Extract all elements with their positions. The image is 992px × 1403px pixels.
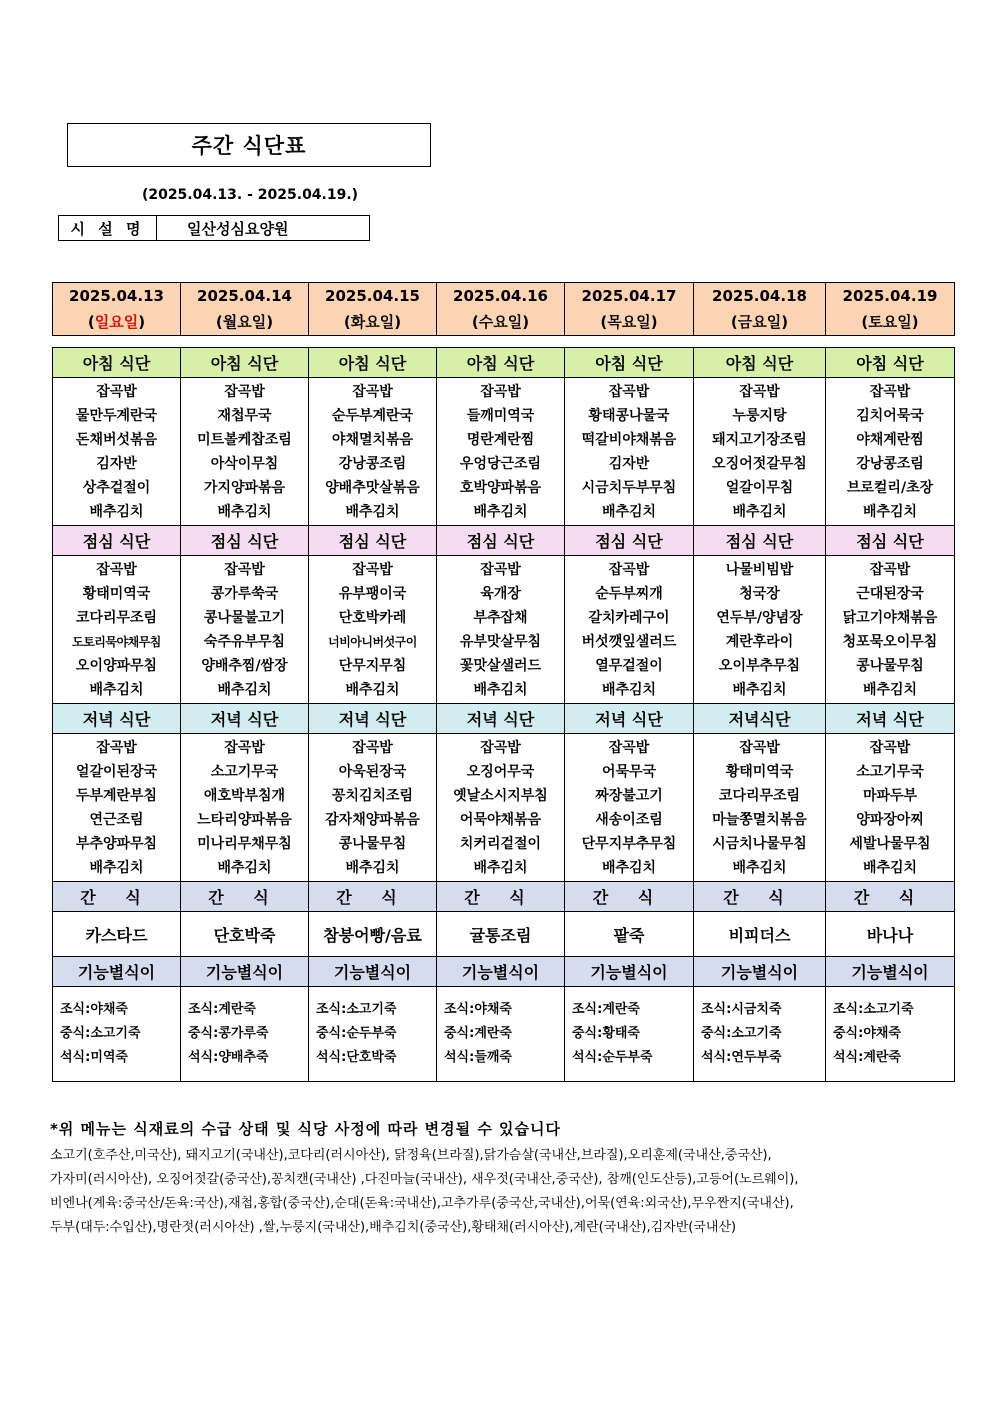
menu-item: 세발나물무침 (849, 836, 931, 852)
snack-item: 비피더스 (694, 912, 826, 957)
menu-item: 감자채양파볶음 (325, 812, 420, 828)
dinner-menu-cell (565, 734, 694, 882)
lunch-menu-cell (437, 556, 565, 704)
menu-item: 배추김치 (473, 860, 528, 876)
origin-line: 가자미(러시아산), 오징어젓갈(중국산),꽁치캔(국내산) ,다진마늘(국내산), 새우젓(국내산,중국산), 참깨(인도산등),고등어(노르웨이), (50, 1172, 799, 1187)
menu-item: 소고기무국 (210, 764, 279, 780)
breakfast-header: 아침 식단 (694, 348, 826, 378)
menu-item: 도토리묵야채무침 (72, 635, 161, 649)
menu-item: 단무지무침 (338, 658, 407, 674)
menu-item: 들깨미역국 (466, 408, 535, 424)
breakfast-menu-cell (309, 378, 437, 526)
menu-item: 숙주유부무침 (203, 634, 286, 650)
menu-item: 치커리겉절이 (459, 836, 542, 852)
menu-item: 우엉당근조림 (459, 456, 542, 472)
snack-header: 간 식 (826, 882, 955, 912)
menu-item: 청포묵오이무침 (842, 634, 938, 650)
lunch-menu-cell (826, 556, 955, 704)
menu-item: 오징어젓갈무침 (712, 456, 807, 472)
page-title: 주간 식단표 (67, 123, 431, 167)
dinner-header: 저녁 식단 (181, 704, 309, 734)
menu-item: 잡곡밥 (869, 384, 911, 400)
functional-diet-item: 중식:계란죽 (444, 1026, 512, 1041)
functional-diet-item: 중식:콩가루죽 (188, 1026, 269, 1041)
menu-item: 배추김치 (473, 682, 528, 698)
functional-diet-item: 조식:시금치죽 (701, 1002, 782, 1017)
date-range: (2025.04.13. - 2025.04.19.) (141, 187, 359, 203)
menu-item: 연근조림 (89, 812, 144, 828)
menu-item: 아욱된장국 (338, 764, 407, 780)
menu-item: 너비아니버섯구이 (328, 635, 417, 649)
day-date: 2025.04.14 (181, 283, 309, 310)
menu-item: 꽁치김치조림 (331, 788, 414, 804)
menu-item: 잡곡밥 (608, 384, 650, 400)
lunch-header: 점심 식단 (181, 526, 309, 556)
menu-item: 배추김치 (217, 504, 272, 520)
functional-diet-item: 석식:단호박죽 (316, 1050, 397, 1065)
breakfast-header: 아침 식단 (309, 348, 437, 378)
functional-diet-item: 석식:순두부죽 (572, 1050, 653, 1065)
menu-item: 배추김치 (862, 682, 918, 698)
menu-item: 배추김치 (89, 682, 144, 698)
facility-label: 시 설 명 (59, 216, 157, 240)
menu-item: 옛날소시지부침 (453, 788, 548, 804)
menu-item: 연두부/양념장 (716, 610, 803, 626)
date-header-table (52, 282, 955, 336)
menu-item: 순두부찌개 (595, 586, 663, 602)
day-date: 2025.04.19 (826, 283, 955, 310)
functional-diet-cell (826, 987, 955, 1082)
menu-item: 야채계란찜 (856, 432, 924, 448)
menu-item: 잡곡밥 (608, 562, 650, 578)
snack-item: 참붕어빵/음료 (309, 912, 437, 957)
snack-header: 간 식 (181, 882, 309, 912)
menu-item: 누룽지탕 (732, 408, 787, 424)
functional-diet-item: 석식:양배추죽 (188, 1050, 269, 1065)
functional-header: 기능별식이 (694, 957, 826, 987)
menu-item: 돈채버섯볶음 (75, 432, 158, 448)
menu-item: 느타리양파볶음 (197, 812, 292, 828)
menu-item: 코다리무조림 (718, 788, 801, 804)
day-date: 2025.04.16 (437, 283, 565, 310)
menu-item: 잡곡밥 (96, 740, 137, 756)
dinner-header: 저녁식단 (694, 704, 826, 734)
breakfast-header: 아침 식단 (181, 348, 309, 378)
menu-item: 브로컬리/초장 (846, 480, 934, 496)
menu-item: 잡곡밥 (480, 562, 521, 578)
functional-diet-item: 조식:야채죽 (60, 1002, 128, 1017)
functional-diet-item: 중식:소고기죽 (701, 1026, 782, 1041)
menu-item: 잡곡밥 (352, 740, 393, 756)
menu-item: 강낭콩조림 (338, 456, 407, 472)
functional-diet-item: 조식:계란죽 (572, 1002, 640, 1017)
lunch-menu-cell (309, 556, 437, 704)
menu-item: 소고기무국 (856, 764, 924, 780)
snack-header: 간 식 (53, 882, 181, 912)
breakfast-menu-cell (694, 378, 826, 526)
menu-item: 배추김치 (862, 504, 918, 520)
dinner-menu-cell (53, 734, 181, 882)
menu-item: 계란후라이 (725, 634, 794, 650)
functional-diet-item: 석식:연두부죽 (701, 1050, 782, 1065)
snack-item: 팥죽 (565, 912, 694, 957)
menu-item: 배추김치 (89, 860, 144, 876)
menu-item: 배추김치 (732, 860, 787, 876)
functional-diet-item: 조식:계란죽 (188, 1002, 256, 1017)
menu-item: 배추김치 (345, 504, 400, 520)
menu-item: 배추김치 (732, 504, 787, 520)
breakfast-menu-cell (437, 378, 565, 526)
menu-item: 명란계란찜 (466, 432, 535, 448)
menu-item: 강낭콩조림 (856, 456, 924, 472)
dinner-menu-cell (309, 734, 437, 882)
menu-item: 두부계란부침 (75, 788, 158, 804)
menu-item: 돼지고기장조림 (712, 432, 807, 448)
breakfast-menu-cell (53, 378, 181, 526)
menu-item: 코다리무조림 (75, 610, 158, 626)
breakfast-header: 아침 식단 (826, 348, 955, 378)
menu-item: 콩가루쑥국 (210, 586, 279, 602)
menu-item: 미나리무채무침 (197, 836, 292, 852)
breakfast-header: 아침 식단 (53, 348, 181, 378)
menu-item: 떡갈비야채볶음 (581, 432, 677, 448)
menu-item: 양배추맛살볶음 (325, 480, 420, 496)
menu-item: 잡곡밥 (480, 384, 521, 400)
menu-item: 닭고기야채볶음 (842, 610, 938, 626)
day-of-week: (목요일) (565, 309, 694, 336)
menu-item: 청국장 (739, 586, 780, 602)
lunch-menu-cell (181, 556, 309, 704)
functional-diet-item: 중식:소고기죽 (60, 1026, 141, 1041)
functional-diet-item: 석식:계란죽 (833, 1050, 901, 1065)
menu-item: 상추겉절이 (82, 480, 151, 496)
dinner-header: 저녁 식단 (309, 704, 437, 734)
day-of-week: (일요일) (53, 309, 181, 336)
notice-text: *위 메뉴는 식재료의 수급 상태 및 식당 사정에 따라 변경될 수 있습니다 (50, 1120, 562, 1138)
menu-item: 부추양파무침 (75, 836, 158, 852)
menu-item: 애호박부침개 (203, 788, 286, 804)
menu-item: 야채멸치볶음 (331, 432, 414, 448)
day-of-week: (월요일) (181, 309, 309, 336)
menu-item: 잡곡밥 (96, 384, 137, 400)
menu-item: 배추김치 (601, 860, 657, 876)
menu-item: 미트볼케찹조림 (197, 432, 292, 448)
menu-item: 오이양파무침 (75, 658, 158, 674)
functional-diet-cell (181, 987, 309, 1082)
dinner-menu-cell (437, 734, 565, 882)
breakfast-header: 아침 식단 (437, 348, 565, 378)
lunch-menu-cell (565, 556, 694, 704)
sunday-label: 일요일 (94, 313, 139, 331)
functional-diet-item: 중식:야채죽 (833, 1026, 901, 1041)
dinner-menu-cell (181, 734, 309, 882)
functional-header: 기능별식이 (826, 957, 955, 987)
functional-diet-item: 조식:소고기죽 (316, 1002, 397, 1017)
menu-item: 오이부추무침 (718, 658, 801, 674)
day-date: 2025.04.13 (53, 283, 181, 310)
functional-diet-item: 중식:순두부죽 (316, 1026, 397, 1041)
dinner-header: 저녁 식단 (826, 704, 955, 734)
snack-header: 간 식 (694, 882, 826, 912)
menu-item: 배추김치 (89, 504, 144, 520)
functional-diet-cell (309, 987, 437, 1082)
menu-item: 배추김치 (601, 682, 657, 698)
menu-item: 재첩무국 (217, 408, 272, 424)
menu-item: 물만두계란국 (75, 408, 158, 424)
menu-item: 얼갈이된장국 (75, 764, 158, 780)
menu-item: 갈치카레구이 (588, 610, 670, 626)
menu-item: 열무겉절이 (595, 658, 663, 674)
day-of-week: (수요일) (437, 309, 565, 336)
menu-item: 김자반 (96, 456, 137, 472)
day-date: 2025.04.17 (565, 283, 694, 310)
breakfast-header: 아침 식단 (565, 348, 694, 378)
functional-diet-cell (53, 987, 181, 1082)
menu-item: 배추김치 (217, 860, 272, 876)
menu-item: 양파장아찌 (856, 812, 924, 828)
menu-item: 배추김치 (473, 504, 528, 520)
functional-diet-cell (565, 987, 694, 1082)
menu-item: 잡곡밥 (352, 562, 393, 578)
menu-item: 오징어무국 (466, 764, 535, 780)
menu-item: 단무지부추무침 (581, 836, 677, 852)
dinner-menu-cell (694, 734, 826, 882)
menu-item: 잡곡밥 (608, 740, 650, 756)
menu-item: 김치어묵국 (856, 408, 924, 424)
menu-item: 육개장 (480, 586, 521, 602)
menu-item: 잡곡밥 (480, 740, 521, 756)
notes (50, 1118, 970, 1240)
menu-item: 시금치나물무침 (712, 836, 807, 852)
functional-diet-cell (437, 987, 565, 1082)
origin-info (50, 1144, 970, 1240)
functional-header: 기능별식이 (437, 957, 565, 987)
dinner-menu-cell (826, 734, 955, 882)
menu-item: 얼갈이무침 (725, 480, 794, 496)
snack-header: 간 식 (309, 882, 437, 912)
menu-item: 순두부계란국 (331, 408, 414, 424)
functional-diet-item: 조식:야채죽 (444, 1002, 512, 1017)
functional-header: 기능별식이 (309, 957, 437, 987)
breakfast-menu-cell (826, 378, 955, 526)
menu-item: 배추김치 (601, 504, 657, 520)
menu-item: 근대된장국 (856, 586, 924, 602)
breakfast-menu-cell (181, 378, 309, 526)
functional-header: 기능별식이 (565, 957, 694, 987)
day-date: 2025.04.15 (309, 283, 437, 310)
menu-item: 짜장불고기 (595, 788, 663, 804)
lunch-menu-cell (694, 556, 826, 704)
origin-line: 소고기(호주산,미국산), 돼지고기(국내산),코다리(러시아산), 닭정육(브라질),닭가슴살(국내산,브라질),오리훈제(국내산,중국산), (50, 1148, 772, 1163)
menu-item: 잡곡밥 (96, 562, 137, 578)
snack-header: 간 식 (437, 882, 565, 912)
menu-item: 꽃맛살샐러드 (459, 658, 542, 674)
functional-header: 기능별식이 (181, 957, 309, 987)
menu-item: 잡곡밥 (224, 384, 265, 400)
facility-box (58, 215, 370, 241)
menu-item: 마늘쫑멸치볶음 (712, 812, 807, 828)
functional-diet-item: 석식:미역죽 (60, 1050, 128, 1065)
day-of-week: (화요일) (309, 309, 437, 336)
snack-item: 카스타드 (53, 912, 181, 957)
day-of-week: (금요일) (694, 309, 826, 336)
dinner-header: 저녁 식단 (53, 704, 181, 734)
dinner-header: 저녁 식단 (565, 704, 694, 734)
functional-diet-cell (694, 987, 826, 1082)
menu-item: 양배추찜/쌈장 (201, 658, 288, 674)
snack-item: 귤통조림 (437, 912, 565, 957)
lunch-header: 점심 식단 (694, 526, 826, 556)
breakfast-menu-cell (565, 378, 694, 526)
facility-name: 일산성심요양원 (187, 219, 289, 238)
menu-item: 배추김치 (217, 682, 272, 698)
menu-item: 새송이조림 (595, 812, 663, 828)
origin-line: 비엔나(계육:중국산/돈육:국산),재첩,홍합(중국산),순대(돈육:국내산),고추가루(중국산,국내산),어묵(연육:외국산),무우짠지(국내산), (50, 1196, 794, 1211)
menu-item: 아삭이무침 (210, 456, 279, 472)
functional-diet-item: 석식:들깨죽 (444, 1050, 512, 1065)
lunch-header: 점심 식단 (309, 526, 437, 556)
menu-item: 배추김치 (732, 682, 787, 698)
snack-item: 바나나 (826, 912, 955, 957)
origin-line: 두부(대두:수입산),명란젓(러시아산) ,쌀,누룽지(국내산),배추김치(중국산),황태채(러시아산),계란(국내산),김자반(국내산) (50, 1220, 737, 1235)
snack-item: 단호박죽 (181, 912, 309, 957)
menu-item: 콩나물무침 (338, 836, 407, 852)
menu-item: 잡곡밥 (869, 740, 911, 756)
lunch-header: 점심 식단 (826, 526, 955, 556)
snack-header: 간 식 (565, 882, 694, 912)
menu-item: 나물비빔밥 (725, 562, 794, 578)
menu-item: 유부맛살무침 (459, 634, 542, 650)
lunch-header: 점심 식단 (437, 526, 565, 556)
dinner-header: 저녁 식단 (437, 704, 565, 734)
functional-diet-item: 조식:소고기죽 (833, 1002, 914, 1017)
functional-header: 기능별식이 (53, 957, 181, 987)
menu-item: 잡곡밥 (352, 384, 393, 400)
menu-item: 배추김치 (862, 860, 918, 876)
menu-item: 호박양파볶음 (459, 480, 542, 496)
menu-item: 콩나물불고기 (203, 610, 286, 626)
menu-item: 부추잡채 (473, 610, 528, 626)
menu-item: 황태미역국 (725, 764, 794, 780)
menu-item: 잡곡밥 (739, 740, 780, 756)
menu-item: 잡곡밥 (224, 740, 265, 756)
menu-table (52, 347, 955, 1082)
menu-item: 시금치두부무침 (581, 480, 677, 496)
menu-item: 버섯깻잎샐러드 (581, 634, 677, 650)
lunch-header: 점심 식단 (565, 526, 694, 556)
menu-item: 마파두부 (862, 788, 918, 804)
menu-item: 가지양파볶음 (203, 480, 286, 496)
menu-item: 잡곡밥 (739, 384, 780, 400)
menu-item: 어묵무국 (601, 764, 657, 780)
menu-item: 유부팽이국 (338, 586, 407, 602)
menu-item: 잡곡밥 (869, 562, 911, 578)
menu-item: 어묵야채볶음 (459, 812, 542, 828)
menu-item: 황태미역국 (82, 586, 151, 602)
menu-item: 배추김치 (345, 860, 400, 876)
day-date: 2025.04.18 (694, 283, 826, 310)
menu-item: 배추김치 (345, 682, 400, 698)
menu-item: 김자반 (608, 456, 650, 472)
lunch-menu-cell (53, 556, 181, 704)
menu-item: 잡곡밥 (224, 562, 265, 578)
menu-item: 황태콩나물국 (588, 408, 670, 424)
functional-diet-item: 중식:황태죽 (572, 1026, 640, 1041)
day-of-week: (토요일) (826, 309, 955, 336)
lunch-header: 점심 식단 (53, 526, 181, 556)
menu-item: 단호박카레 (338, 610, 407, 626)
menu-item: 콩나물무침 (856, 658, 924, 674)
